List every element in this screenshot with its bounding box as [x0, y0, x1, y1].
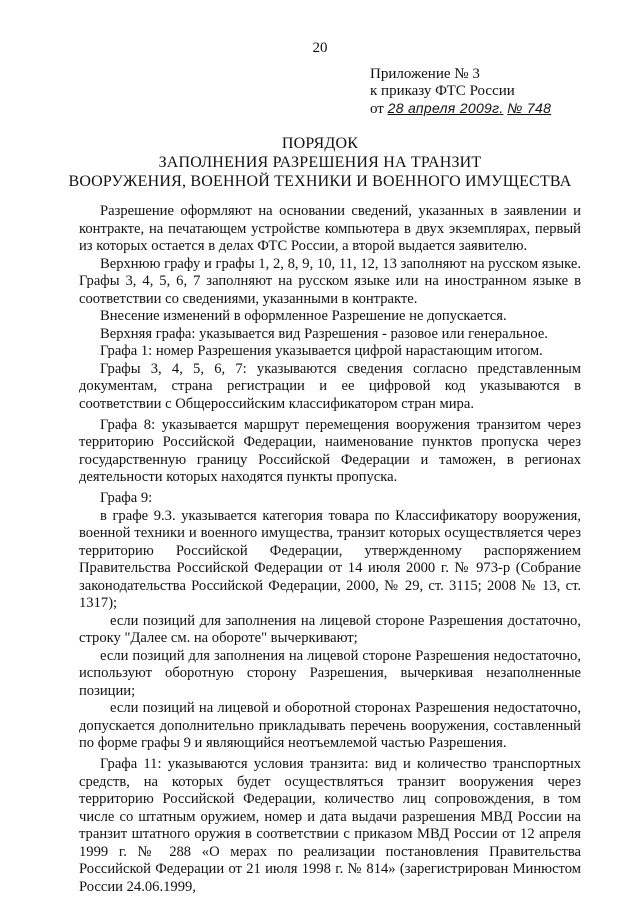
appendix-date-line [370, 100, 620, 118]
document-body [79, 203, 581, 896]
paragraph-field-9-3: в графе 9.3. указывается категория товара по Классификатору вооружения, военной техники и военного имущества, транзит которых осуществляется через территорию Российской Федерации, утвержденному распоряжением Правительства Российской Федерации от 14 июля 2000 г. № 973-р (Собрание законодательства Российской Федерации, 2000, № 29, ст. 3115; 2008 № 13, ст. 1317); [79, 507, 581, 611]
paragraph-no-changes: Внесение изменений в оформленное Разрешение не допускается. [100, 308, 507, 324]
title-line-1: ПОРЯДОК [281, 135, 359, 152]
appendix-order-number: № 748 [507, 100, 552, 116]
paragraph-not-enough-front: если позиций для заполнения на лицевой стороне Разрешения недостаточно, используют оборотную сторону Разрешения, вычеркивая незаполненные позиции; [79, 647, 581, 699]
paragraph-issuance: Разрешение оформляют на основании сведений, указанных в заявлении и контракте, на печатающем устройстве компьютера в двух экземплярах, первый из которых остается в делах ФТС России, а второй выдается заявителю. [79, 203, 581, 254]
document-title [0, 134, 640, 191]
appendix-order-reference: к приказу ФТС России [370, 83, 515, 99]
appendix-number: Приложение № 3 [370, 66, 480, 82]
paragraph-top-field: Верхняя графа: указывается вид Разрешения - разовое или генеральное. [100, 325, 548, 342]
page-number: 20 [312, 40, 328, 56]
paragraph-fields-3-7: Графы 3, 4, 5, 6, 7: указываются сведения согласно представленным документам, страна регистрации и ее цифровой код указываются в соответствии с Общероссийским классификатором стран мира. [79, 360, 581, 412]
appendix-header [370, 66, 620, 118]
title-line-3: ВООРУЖЕНИЯ, ВОЕННОЙ ТЕХНИКИ И ВОЕННОГО ИМУЩЕСТВА [68, 173, 572, 190]
paragraph-language: Верхнюю графу и графы 1, 2, 8, 9, 10, 11, 12, 13 заполняют на русском языке. Графы 3, 4, 5, 6, 7 заполняют на русском языке или на иностранном языке в соответствии со сведениями, указанными в контракте. [79, 255, 581, 307]
paragraph-enough-positions: если позиций для заполнения на лицевой стороне Разрешения достаточно, строку "Далее см. на обороте" вычеркивают; [79, 612, 581, 646]
paragraph-field-1: Графа 1: номер Разрешения указывается цифрой нарастающим итогом. [100, 343, 543, 359]
paragraph-not-enough-both-sides: если позиций на лицевой и оборотной сторонах Разрешения недостаточно, допускается дополнительно прикладывать перечень вооружения, составленный по форме графы 9 и являющийся неотъемлемой частью Разрешения. [79, 700, 581, 751]
title-line-2: ЗАПОЛНЕНИЯ РАЗРЕШЕНИЯ НА ТРАНЗИТ [158, 154, 482, 171]
paragraph-field-9-heading: Графа 9: [100, 490, 153, 506]
appendix-date-value: 28 апреля 2009г. [387, 100, 504, 116]
paragraph-field-8: Графа 8: указывается маршрут перемещения вооружения транзитом через территорию Российской Федерации, наименование пунктов пропуска через государственную границу Российской Федерации и таможен, в регионах деятельности которых находятся пункты пропуска. [79, 416, 581, 485]
appendix-date-prefix: от [370, 101, 384, 117]
paragraph-field-11: Графа 11: указываются условия транзита: вид и количество транспортных средств, на которых будет осуществляться транзит вооружения через территорию Российской Федерации, количество лиц сопровождения, в том числе со штатным оружием, номер и дата выдачи разрешения МВД России на транзит штатного оружия в соответствии с приказом МВД России от 12 апреля 1999 г. № 288 «О мерах по реализации постановления Правительства Российской Федерации от 21 июля 1998 г. № 814» (зарегистрирован Минюстом России 24.06.1999, [79, 756, 581, 895]
